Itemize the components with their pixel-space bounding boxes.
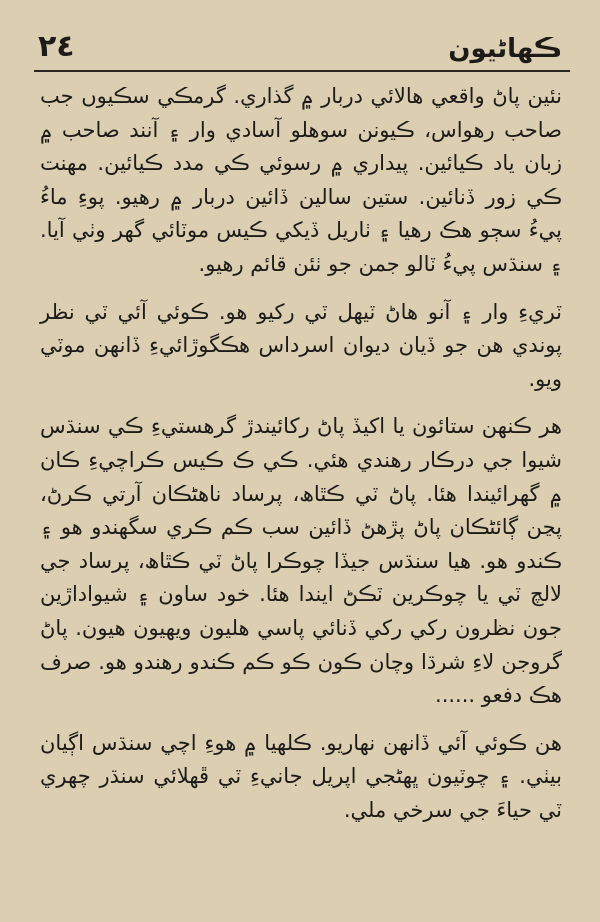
paragraph-1: نئين پاڻ واقعي ھالائي دربار ۾ گذاري. گرمڪي سڪيوں جب صاحب رھواس، ڪيونن سوھلو آسادي وار ۽ آنند صاحب ۾ زبان ياد ڪيائين. پيداري ۾ رسوئي ڪي مدد ڪيائين. مھنت ڪي زور ڏنائين. ستين سالين ڏائين دربار ۾ رھيو. پوءِ ماءُ پيءُ سڄو ھڪ رھيا ۽ ٺاريل ڏيکي ڪيس موٽائي گھر وٺي آيا. ۽ سنڌس پيءُ ٽالو جمن جو ٺئن قائم رھيو. — [40, 84, 562, 276]
page-header — [38, 20, 562, 64]
body-text — [40, 80, 562, 835]
paragraph-2: ٽريءِ وار ۽ آنو ھاڻ ٽيھل ٽي رکيو ھو. ڪوئي آئي ٽي نظر پوندي ھن جو ڏيان ديوان اسرداس ھڪگوڙائيءِ ڏانھن موٽي ويو. — [40, 299, 562, 391]
running-title: ڪھاڻيون — [448, 34, 562, 64]
paragraph-3: ھر ڪنھن ستائون يا اکيڏ پاڻ رکائيندڙ گرھستيءِ ڪي سنڌس شيوا جي درڪار رھندي ھئي. ڪي ڪ ڪيس ڪراچيءِ ڪان ۾ گھرائيندا ھئا. پاڻ ٽي ڪٿاھ، پرساد ناھڻڪان آرتي ڪرڻ، پڃن ڳائڻڪان پاڻ پڙھڻ ڏائين سب ڪم ڪري سگھندو ھو ۽ ڪندو ھو. ھيا سنڌس جيڏا چوڪرا پاڻ ٽي ڪٿاھ، پرساد جي لالچ ٽي يا چوڪرين ٽڪڻ ايندا ھئا. خود ساون ۽ شيواداڙين جون نظرون رکي رکي ڏنائي پاسي ھليون ويھيون ھيون. پاڻ گروجن لاءِ شرڌا وچان ڪون ڪو ڪم ڪندو رھندو ھو. صرف ھڪ دفعو ...... — [40, 414, 562, 708]
paragraph-4: ھن ڪوئي آئي ڏانھن نھاريو. ڪلھيا ۾ ھوءِ اچي سنڌس اڳيان بيٺي. ۽ چوٽيون ڀھڻجي اپريل جانيءِ ٽي ڦھلائي سنڌر چھري ٽي حياءَ جي سرخي ملي. — [40, 730, 562, 822]
page-number: ٢٤ — [38, 29, 75, 64]
header-rule — [34, 70, 570, 72]
